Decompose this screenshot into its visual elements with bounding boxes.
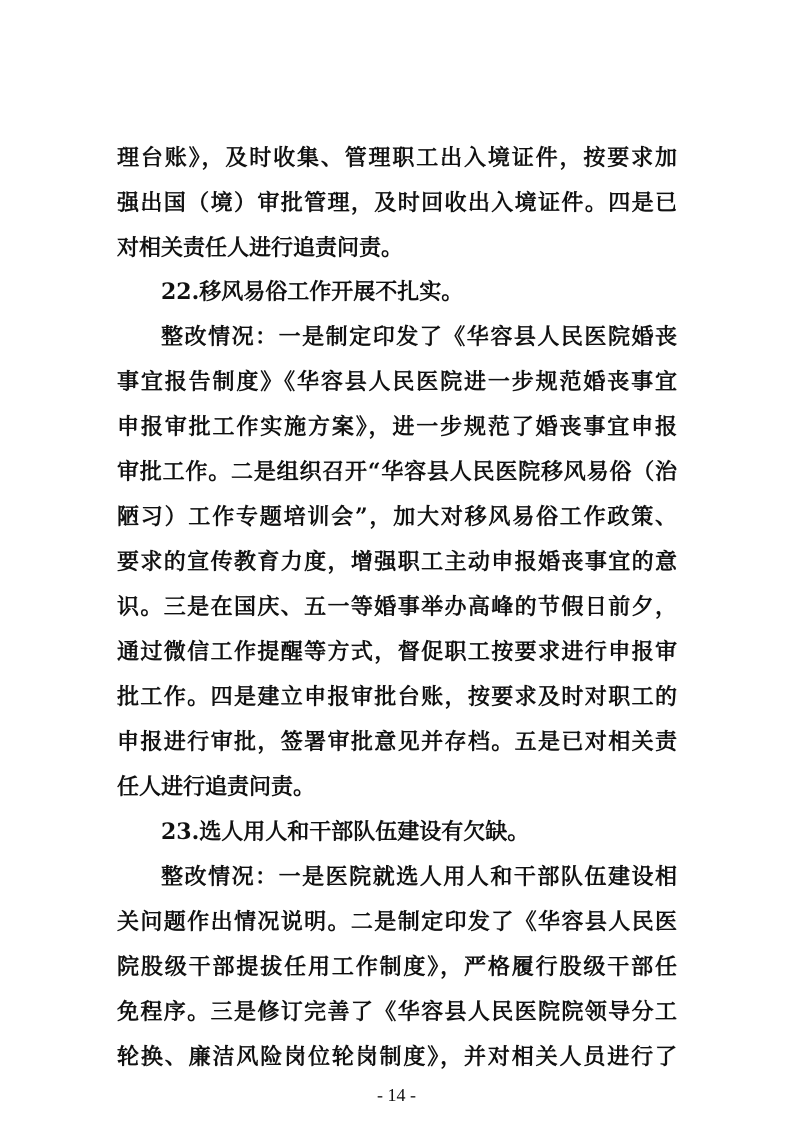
text-line: 通过微信工作提醒等方式，督促职工按要求进行申报审: [117, 639, 677, 665]
section-heading-23: 23.选人用人和干部队伍建设有欠缺。: [161, 819, 530, 845]
text-line: 申报进行审批，签署审批意见并存档。五是已对相关责: [117, 729, 677, 755]
text-line: 关问题作出情况说明。二是制定印发了《华容县人民医: [117, 909, 677, 935]
section-heading-22: 22.移风易俗工作开展不扎实。: [161, 279, 464, 305]
text-line: 院股级干部提拔任用工作制度》，严格履行股级干部任: [117, 954, 677, 980]
text-line: 批工作。四是建立申报审批台账，按要求及时对职工的: [117, 684, 677, 710]
text-line: 陋习）工作专题培训会”，加大对移风易俗工作政策、: [117, 504, 677, 530]
text-line: 识。三是在国庆、五一等婚事举办高峰的节假日前夕，: [117, 594, 677, 620]
text-line: 对相关责任人进行追责问责。: [117, 235, 404, 261]
text-line: 强出国（境）审批管理，及时回收出入境证件。四是已: [117, 190, 677, 216]
text-line: 任人进行追责问责。: [117, 774, 316, 800]
text-line: 要求的宣传教育力度，增强职工主动申报婚丧事宜的意: [117, 549, 677, 575]
text-line: 申报审批工作实施方案》，进一步规范了婚丧事宜申报: [117, 414, 677, 440]
text-line: 整改情况：一是医院就选人用人和干部队伍建设相: [161, 864, 677, 890]
text-line: 审批工作。二是组织召开“华容县人民医院移风易俗（治: [117, 459, 677, 485]
text-line: 理台账》，及时收集、管理职工出入境证件，按要求加: [117, 145, 677, 171]
text-line: 整改情况：一是制定印发了《华容县人民医院婚丧: [161, 324, 677, 350]
text-line: 事宜报告制度》《华容县人民医院进一步规范婚丧事宜: [117, 369, 677, 395]
text-line: 免程序。三是修订完善了《华容县人民医院院领导分工: [117, 999, 677, 1025]
page-number: - 14 -: [377, 1085, 416, 1105]
text-line: 轮换、廉洁风险岗位轮岗制度》，并对相关人员进行了: [117, 1044, 677, 1070]
